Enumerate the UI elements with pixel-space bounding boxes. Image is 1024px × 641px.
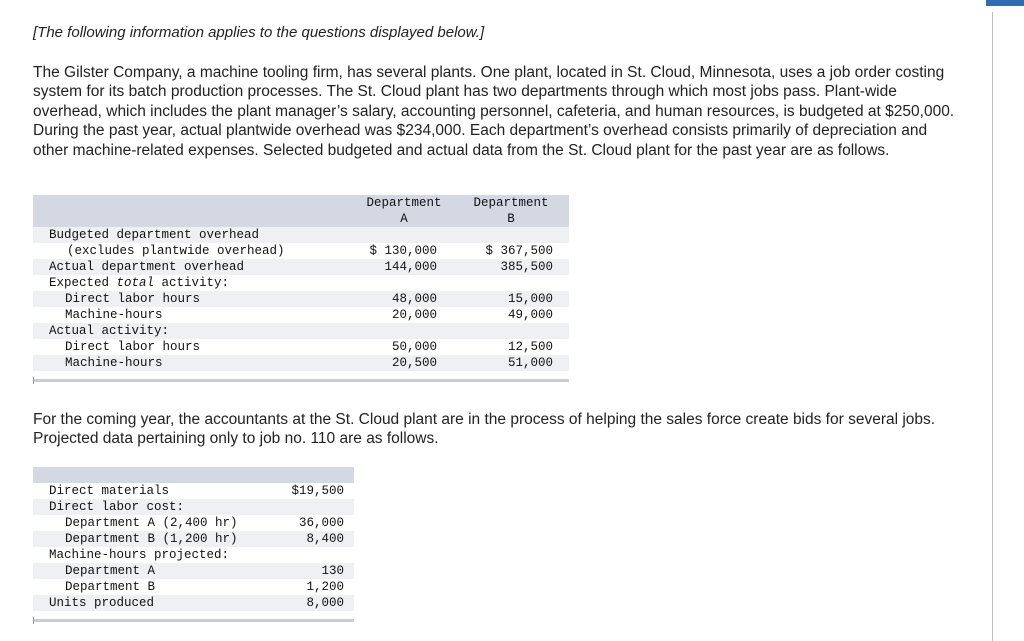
table-row [33, 515, 354, 531]
right-divider [992, 12, 993, 641]
table-row [33, 531, 354, 547]
table-row [33, 483, 354, 499]
row-label: Department A (2,400 hr) [65, 516, 238, 530]
row-label: Department A [33, 563, 263, 579]
row-label: Direct labor hours [33, 291, 355, 307]
table-row [33, 595, 354, 611]
row-label: Machine-hours projected: [49, 548, 230, 562]
dept-b-value [453, 275, 569, 291]
dept-a-value: 48,000 [355, 291, 453, 307]
row-label: Department B (1,200 hr) [33, 531, 263, 547]
dept-a-value [355, 227, 453, 243]
table-row [33, 243, 569, 259]
table-row [33, 563, 354, 579]
dept-a-value: 20,000 [391, 308, 437, 322]
job-110-data-table [33, 467, 354, 611]
dept-b-value: 49,000 [507, 308, 553, 322]
col-header-dept-b: Department [453, 195, 569, 211]
dept-b-value [453, 227, 569, 243]
row-label: Direct labor cost: [33, 499, 263, 515]
table-row [33, 307, 569, 323]
table-header-row [33, 467, 354, 483]
row-value: 8,400 [263, 531, 354, 547]
dept-b-value: 51,000 [453, 355, 569, 371]
row-label: Expected total activity: [49, 276, 230, 290]
table-row [33, 339, 569, 355]
department-data-table [33, 195, 569, 371]
dept-b-value: 12,500 [507, 340, 553, 354]
row-value: 8,000 [263, 595, 354, 611]
row-value: 1,200 [306, 580, 344, 594]
row-label: Units produced [33, 595, 263, 611]
table-header-row: A B [33, 211, 569, 227]
top-accent-bar [986, 0, 1024, 6]
row-value: 36,000 [298, 516, 344, 530]
row-label: Department B [65, 580, 156, 594]
dept-b-value: 15,000 [453, 291, 569, 307]
row-label: Actual department overhead [33, 259, 355, 275]
row-label: Direct labor hours [65, 340, 201, 354]
row-value: $19,500 [291, 484, 344, 498]
dept-a-value: 144,000 [355, 259, 453, 275]
row-label: Budgeted department overhead [33, 227, 355, 243]
row-value: 130 [263, 563, 354, 579]
job-paragraph: For the coming year, the accountants at the St. Cloud plant are in the process of helping the sales force create bids for several jobs. Projected data pertaining only to job no. 110 are as follows. [33, 411, 936, 448]
dept-b-value: $ 367,500 [485, 244, 553, 258]
table-row [33, 499, 354, 515]
table-row [33, 579, 354, 595]
dept-a-value [355, 275, 453, 291]
row-label: Direct materials [49, 484, 170, 498]
row-value [263, 547, 354, 563]
row-label: Machine-hours [33, 355, 355, 371]
row-label: Machine-hours [65, 308, 163, 322]
problem-paragraph: The Gilster Company, a machine tooling firm, has several plants. One plant, located in St. Cloud, Minnesota, uses a job order costing system for its batch production processes. The St. Cloud plant has two departments through which most jobs pass. Plant-wide overhead, which includes the plant manager’s salary, accounting personnel, cafeteria, and human resources, is budgeted at $250,000. During the past year, actual plantwide overhead was $234,000. Each department’s overhead consists primarily of depreciation and other machine-related expenses. Selected budgeted and actual data from the St. Cloud plant for the past year are as follows. [33, 64, 955, 159]
table-row [33, 323, 569, 339]
table-row [33, 259, 569, 275]
row-label: (excludes plantwide overhead) [67, 244, 285, 258]
table-bottom-border [33, 619, 354, 622]
table-row [33, 275, 569, 291]
dept-a-value [355, 323, 453, 339]
row-label: Actual activity: [33, 323, 355, 339]
table-row [33, 227, 569, 243]
table-row [33, 355, 569, 371]
table-header-row [33, 195, 569, 211]
dept-b-value: 385,500 [453, 259, 569, 275]
row-value [263, 499, 354, 515]
dept-a-value: 20,500 [355, 355, 453, 371]
table-bottom-border [33, 379, 569, 382]
table-row [33, 291, 569, 307]
intro-note: [The following information applies to the questions displayed below.] [33, 24, 485, 41]
dept-a-value: 50,000 [391, 340, 437, 354]
col-header-dept-a: Department [355, 195, 453, 211]
dept-a-value: $ 130,000 [369, 244, 437, 258]
dept-b-value [453, 323, 569, 339]
table-row [33, 547, 354, 563]
